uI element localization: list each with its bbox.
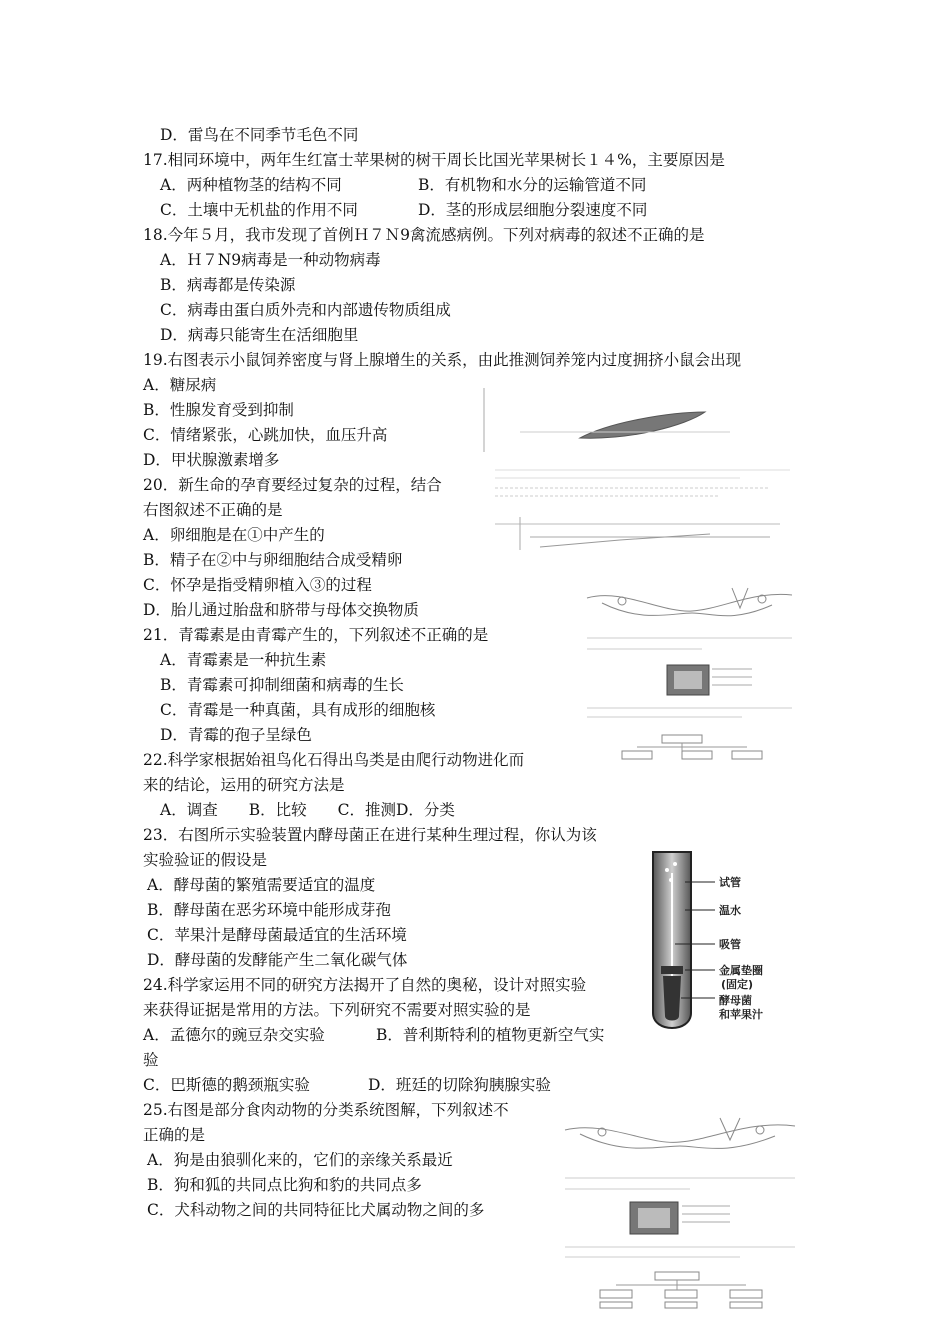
tube-label-warm-water: 温水 <box>719 904 741 917</box>
q25-option-a: A．狗是由狼驯化来的，它们的亲缘关系最近 <box>147 1151 453 1169</box>
q23-option-b: B．酵母菌在恶劣环境中能形成芽孢 <box>147 901 391 919</box>
q23-option-c: C．苹果汁是酵母菌最适宜的生活环境 <box>147 926 407 944</box>
q25-option-b: B．狗和狐的共同点比狗和豹的共同点多 <box>147 1176 422 1194</box>
q18-option-a: A．Ｈ７N9病毒是一种动物病毒 <box>160 251 381 269</box>
q19-option-a: A．糖尿病 <box>143 376 217 394</box>
q17-option-a: A．两种植物茎的结构不同 <box>160 176 342 194</box>
q21-option-d: D．青霉的孢子呈绿色 <box>160 726 312 744</box>
q17-stem: 17.相同环境中，两年生红富士苹果树的树干周长比国光苹果树长１４%，主要原因是 <box>143 151 725 169</box>
tube-label-metal-washer: 金属垫圈 <box>719 964 763 977</box>
tube-label-yeast: 酵母菌 <box>719 994 752 1007</box>
q24-option-b: B．普利斯特利的植物更新空气实 <box>376 1026 605 1044</box>
q17-option-b: B．有机物和水分的运输管道不同 <box>418 176 647 194</box>
q19-option-c: C．情绪紧张，心跳加快，血压升高 <box>143 426 388 444</box>
figure-yeast-tube <box>645 848 810 1038</box>
q24-option-b-cont: 验 <box>143 1051 159 1069</box>
q17-option-c: C．土壤中无机盐的作用不同 <box>160 201 358 219</box>
q24-stem-1: 24.科学家运用不同的研究方法揭开了自然的奥秘，设计对照实验 <box>143 976 587 994</box>
q19-stem: 19.右图表示小鼠饲养密度与肾上腺增生的关系，由此推测饲养笼内过度拥挤小鼠会出现 <box>143 351 742 369</box>
q20-option-d: D．胎儿通过胎盘和脐带与母体交换物质 <box>143 601 419 619</box>
figure-mouse-density <box>480 382 800 554</box>
q22-options: A．调查 B．比较 C．推测D．分类 <box>160 801 455 819</box>
tube-label-test-tube: 试管 <box>719 876 741 889</box>
q18-option-b: B．病毒都是传染源 <box>160 276 296 294</box>
q20-option-a: A．卵细胞是在①中产生的 <box>143 526 325 544</box>
q21-option-a: A．青霉素是一种抗生素 <box>160 651 327 669</box>
q24-option-a: A．孟德尔的豌豆杂交实验 <box>143 1026 325 1044</box>
q25-option-c: C．犬科动物之间的共同特征比犬属动物之间的多 <box>147 1201 485 1219</box>
q25-stem-2: 正确的是 <box>143 1126 206 1144</box>
tube-label-apple-juice: 和苹果汁 <box>719 1008 763 1021</box>
tube-label-fixed: (固定) <box>721 978 754 991</box>
q19-option-b: B．性腺发育受到抑制 <box>143 401 294 419</box>
q20-option-b: B．精子在②中与卵细胞结合成受精卵 <box>143 551 403 569</box>
q20-stem-1: 20．新生命的孕育要经过复杂的过程，结合 <box>143 476 442 494</box>
q23-stem-1: 23．右图所示实验装置内酵母菌正在进行某种生理过程，你认为该 <box>143 826 597 844</box>
q17-option-d: D．茎的形成层细胞分裂速度不同 <box>418 201 648 219</box>
q22-stem-2: 来的结论，运用的研究方法是 <box>143 776 345 794</box>
q21-option-b: B．青霉素可抑制细菌和病毒的生长 <box>160 676 404 694</box>
q24-stem-2: 来获得证据是常用的方法。下列研究不需要对照实验的是 <box>143 1001 531 1019</box>
q22-stem-1: 22.科学家根据始祖鸟化石得出鸟类是由爬行动物进化而 <box>143 751 525 769</box>
q20-stem-2: 右图叙述不正确的是 <box>143 501 283 519</box>
q24-option-c: C．巴斯德的鹅颈瓶实验 <box>143 1076 310 1094</box>
q21-stem: 21．青霉素是由青霉产生的，下列叙述不正确的是 <box>143 626 489 644</box>
q25-stem-1: 25.右图是部分食肉动物的分类系统图解，下列叙述不 <box>143 1101 509 1119</box>
q19-option-d: D．甲状腺激素增多 <box>143 451 280 469</box>
q23-option-a: A．酵母菌的繁殖需要适宜的温度 <box>147 876 376 894</box>
figure-reproduction <box>582 583 802 773</box>
q18-option-c: C．病毒由蛋白质外壳和内部遗传物质组成 <box>160 301 451 319</box>
q20-option-c: C．怀孕是指受精卵植入③的过程 <box>143 576 372 594</box>
q24-option-d: D．班廷的切除狗胰腺实验 <box>368 1076 551 1094</box>
q18-stem: 18.今年５月，我市发现了首例Ｈ７Ｎ9禽流感病例。下列对病毒的叙述不正确的是 <box>143 226 705 244</box>
q21-option-c: C．青霉是一种真菌，具有成形的细胞核 <box>160 701 436 719</box>
tube-label-straw: 吸管 <box>719 938 741 951</box>
figure-classification <box>560 1112 805 1310</box>
q16-option-d: D．雷鸟在不同季节毛色不同 <box>160 126 359 144</box>
q18-option-d: D．病毒只能寄生在活细胞里 <box>160 326 359 344</box>
q23-stem-2: 实验验证的假设是 <box>143 851 268 869</box>
q23-option-d: D．酵母菌的发酵能产生二氧化碳气体 <box>147 951 408 969</box>
